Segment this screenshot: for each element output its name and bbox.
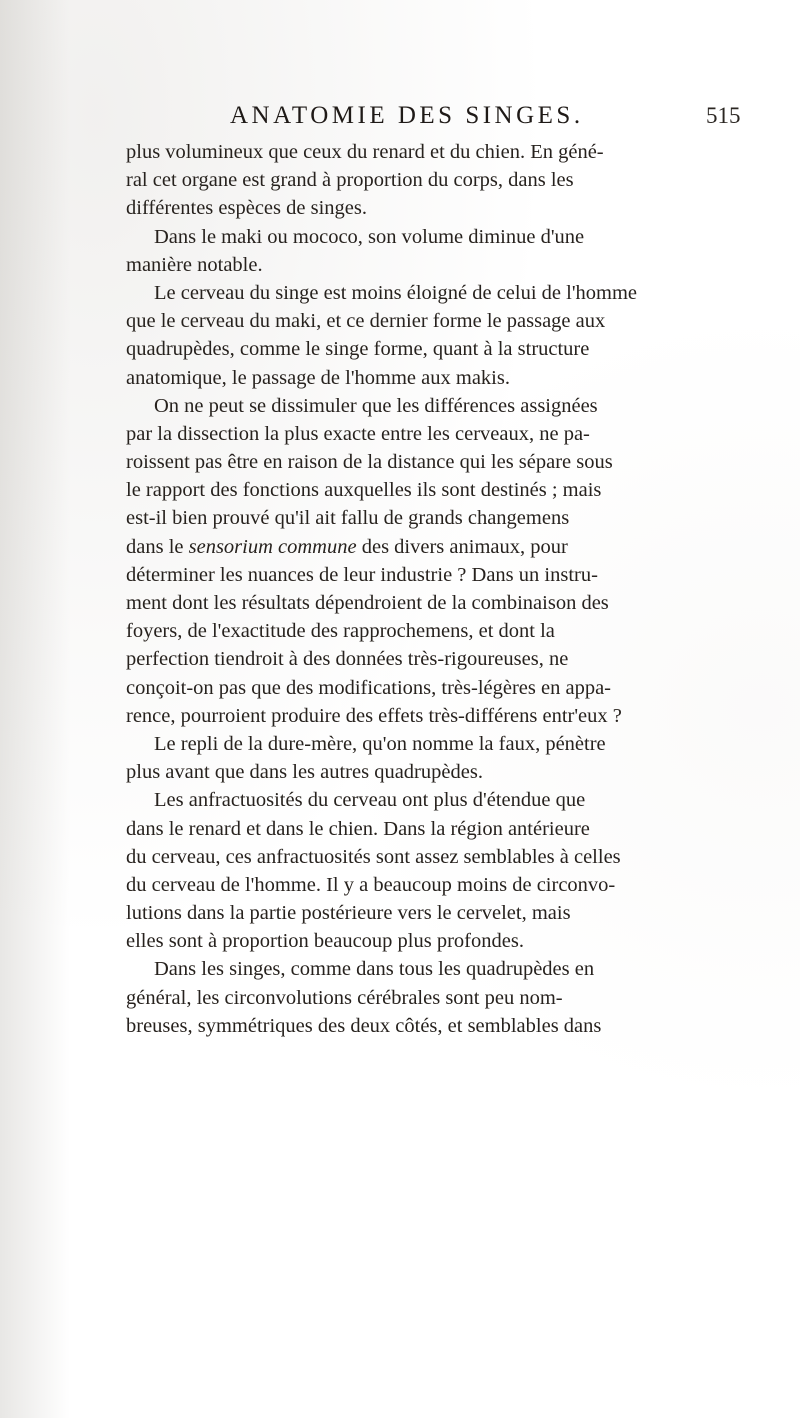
text-line: manière notable. xyxy=(126,253,263,276)
text-line: anatomique, le passage de l'homme aux makis. xyxy=(126,366,510,389)
text-line: est-il bien prouvé qu'il ait fallu de grands changemens xyxy=(126,507,570,530)
text-line: du cerveau de l'homme. Il y a beaucoup moins de circonvo- xyxy=(126,873,616,896)
text-line xyxy=(126,533,786,561)
text-line: dans le renard et dans le chien. Dans la région antérieure xyxy=(126,817,590,840)
text-line: roissent pas être en raison de la distance qui les sépare sous xyxy=(126,451,613,474)
text-line: breuses, symmétriques des deux côtés, et semblables dans xyxy=(126,1014,602,1037)
text-line: On ne peut se dissimuler que les différences assignées xyxy=(154,394,598,417)
text-line: général, les circonvolutions cérébrales sont peu nom- xyxy=(126,986,563,1009)
page-number: 515 xyxy=(706,103,741,128)
text-line: Dans le maki ou mococo, son volume diminue d'une xyxy=(154,225,585,248)
text-line: foyers, de l'exactitude des rapprochemens, et dont la xyxy=(126,620,555,643)
text-line: elles sont à proportion beaucoup plus profondes. xyxy=(126,930,524,953)
text-line-segment: dans le xyxy=(126,535,189,558)
text-line: que le cerveau du maki, et ce dernier forme le passage aux xyxy=(126,310,606,333)
running-header: ANATOMIE DES SINGES. xyxy=(230,102,584,129)
text-line: quadrupèdes, comme le singe forme, quant à la structure xyxy=(126,338,590,361)
text-line-segment: des divers animaux, pour xyxy=(356,535,568,558)
text-line: perfection tiendroit à des données très-rigoureuses, ne xyxy=(126,648,569,671)
text-line: ment dont les résultats dépendroient de la combinaison des xyxy=(126,592,609,614)
text-line: plus volumineux que ceux du renard et du chien. En géné- xyxy=(126,141,604,163)
text-line: par la dissection la plus exacte entre les cerveaux, ne pa- xyxy=(126,422,590,445)
body-text xyxy=(126,138,786,1040)
text-line: Les anfractuosités du cerveau ont plus d'étendue que xyxy=(154,789,586,812)
text-line: rence, pourroient produire des effets très-différens entr'eux ? xyxy=(126,704,622,727)
text-line: ral cet organe est grand à proportion du corps, dans les xyxy=(126,169,574,192)
text-line: Dans les singes, comme dans tous les quadrupèdes en xyxy=(154,958,595,981)
text-line: Le repli de la dure-mère, qu'on nomme la faux, pénètre xyxy=(154,732,606,755)
italic-term: sensorium commune xyxy=(188,535,357,558)
text-line: différentes espèces de singes. xyxy=(126,197,367,220)
text-line: le rapport des fonctions auxquelles ils sont destinés ; mais xyxy=(126,479,602,502)
text-line: Le cerveau du singe est moins éloigné de celui de l'homme xyxy=(154,281,638,304)
text-line: conçoit-on pas que des modifications, très-légères en appa- xyxy=(126,676,611,699)
binding-shadow xyxy=(0,0,70,1418)
text-line: lutions dans la partie postérieure vers le cervelet, mais xyxy=(126,902,571,925)
text-line: plus avant que dans les autres quadrupèdes. xyxy=(126,761,483,784)
text-line: du cerveau, ces anfractuosités sont assez semblables à celles xyxy=(126,845,621,868)
text-line: déterminer les nuances de leur industrie ? Dans un instru- xyxy=(126,563,598,586)
